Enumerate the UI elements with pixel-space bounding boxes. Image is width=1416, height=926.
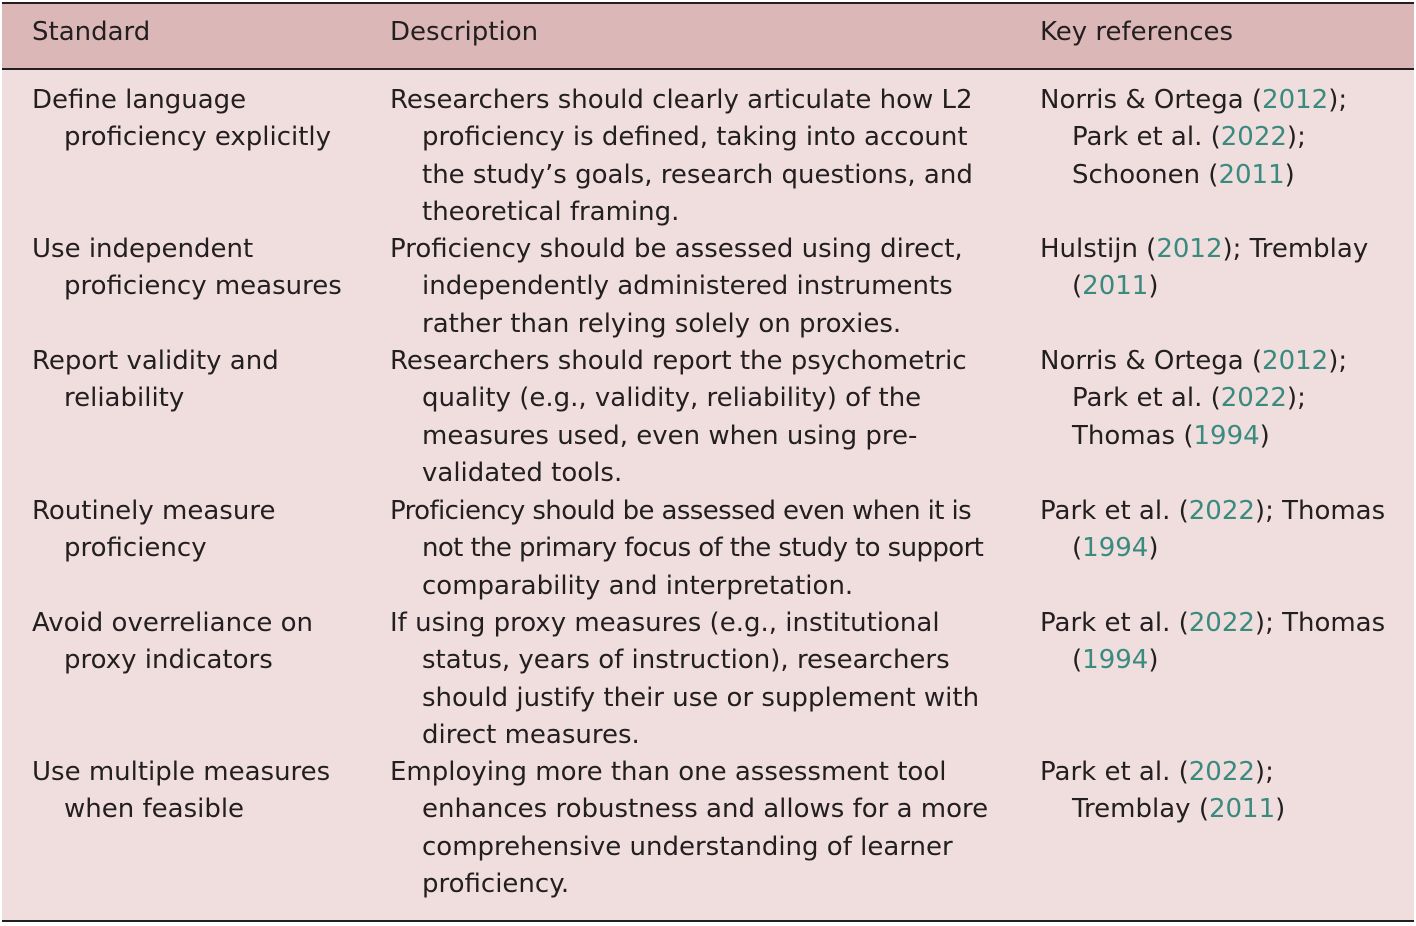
citation-year-link[interactable]: 2022 <box>1188 496 1255 526</box>
description-line: rather than relying solely on proxies. <box>422 308 902 339</box>
references-cell <box>1040 82 1347 194</box>
reference-text: ) <box>1148 645 1159 676</box>
table-bottom-rule <box>2 920 1414 922</box>
standard-line: proficiency <box>64 533 207 564</box>
description-line: comparability and interpretation. <box>422 570 854 601</box>
citation-year-link[interactable]: 1994 <box>1082 645 1149 676</box>
reference-text: ); <box>1328 346 1348 376</box>
description-cell <box>390 605 979 754</box>
standard-cell <box>32 231 342 306</box>
description-line: comprehensive understanding of learner <box>422 831 953 862</box>
references-cell <box>1040 493 1385 568</box>
reference-text: ); <box>1286 122 1306 153</box>
reference-text: Tremblay ( <box>1072 794 1209 825</box>
citation-year-link[interactable]: 1994 <box>1193 420 1260 451</box>
reference-line <box>1040 157 1347 194</box>
reference-line <box>1040 119 1347 156</box>
citation-year-link[interactable]: 2012 <box>1156 234 1223 264</box>
reference-text: Park et al. ( <box>1040 757 1189 787</box>
description-line: direct measures. <box>422 719 640 750</box>
reference-text: Thomas ( <box>1072 420 1194 451</box>
description-cell <box>390 82 973 231</box>
description-cell <box>390 754 988 903</box>
reference-line <box>1040 82 1347 119</box>
reference-text: ) <box>1148 533 1159 564</box>
reference-line <box>1040 268 1368 305</box>
reference-text: ); Tremblay <box>1222 234 1369 264</box>
citation-year-link[interactable]: 2011 <box>1208 794 1276 825</box>
reference-text: Norris & Ortega ( <box>1040 85 1263 115</box>
table-header-row <box>2 4 1414 68</box>
description-line: should justify their use or supplement with <box>422 682 980 713</box>
reference-line <box>1040 791 1285 828</box>
description-line: independently administered instruments <box>422 271 953 302</box>
reference-text: Hulstijn ( <box>1040 234 1157 264</box>
reference-text: ( <box>1072 271 1083 302</box>
citation-year-link[interactable]: 2022 <box>1188 757 1255 787</box>
reference-text: ( <box>1072 533 1083 564</box>
reference-line <box>1040 380 1347 417</box>
standard-line: proficiency explicitly <box>64 122 332 153</box>
standard-line: Routinely measure <box>32 496 276 526</box>
reference-line <box>1040 343 1347 380</box>
description-cell <box>390 493 983 605</box>
reference-text: ); <box>1328 85 1348 115</box>
citation-year-link[interactable]: 2022 <box>1188 608 1255 638</box>
reference-text: ) <box>1148 271 1159 302</box>
description-line: the study’s goals, research questions, and <box>422 159 973 190</box>
reference-line <box>1040 530 1385 567</box>
reference-text: ); Thomas <box>1254 608 1386 638</box>
standard-line: proxy indicators <box>64 645 273 676</box>
standard-line: proficiency measures <box>64 271 342 302</box>
description-line: proficiency. <box>422 868 570 899</box>
standard-line: when feasible <box>64 794 245 825</box>
description-line: enhances robustness and allows for a more <box>422 794 989 825</box>
citation-year-link[interactable]: 2011 <box>1082 271 1149 302</box>
references-cell <box>1040 231 1368 306</box>
reference-text: Park et al. ( <box>1040 496 1189 526</box>
description-line: quality (e.g., validity, reliability) of the <box>422 383 922 414</box>
reference-text: Schoonen ( <box>1072 159 1219 190</box>
citation-year-link[interactable]: 2012 <box>1262 346 1329 376</box>
description-line: Employing more than one assessment tool <box>390 757 947 787</box>
header-standard: Standard <box>32 17 151 47</box>
description-line: If using proxy measures (e.g., institutional <box>390 608 940 638</box>
description-line: proficiency is defined, taking into account <box>422 122 968 153</box>
reference-text: Park et al. ( <box>1072 122 1221 153</box>
header-description: Description <box>390 17 539 47</box>
citation-year-link[interactable]: 2022 <box>1220 383 1287 414</box>
description-line: Proficiency should be assessed using direct, <box>390 234 963 264</box>
reference-text: ); <box>1254 757 1274 787</box>
description-line: measures used, even when using pre- <box>422 420 918 451</box>
description-line: not the primary focus of the study to support <box>422 533 984 564</box>
reference-text: ); Thomas <box>1254 496 1386 526</box>
reference-line <box>1040 418 1347 455</box>
standard-line: Use multiple measures <box>32 757 331 787</box>
standard-line: Avoid overreliance on <box>32 608 313 638</box>
reference-line <box>1040 231 1368 268</box>
description-line: validated tools. <box>422 457 623 488</box>
description-line: Proficiency should be assessed even when it is <box>390 496 972 526</box>
standard-cell <box>32 343 279 418</box>
reference-text: ) <box>1259 420 1270 451</box>
description-line: theoretical framing. <box>422 196 680 227</box>
citation-year-link[interactable]: 1994 <box>1082 533 1149 564</box>
description-cell <box>390 231 963 343</box>
standards-table <box>2 2 1414 922</box>
reference-text: Park et al. ( <box>1072 383 1221 414</box>
citation-year-link[interactable]: 2022 <box>1220 122 1287 153</box>
description-line: Researchers should report the psychometric <box>390 346 967 376</box>
reference-text: ); <box>1286 383 1306 414</box>
references-cell <box>1040 605 1385 680</box>
reference-text: ( <box>1072 645 1083 676</box>
standard-cell <box>32 493 275 568</box>
reference-text: Norris & Ortega ( <box>1040 346 1263 376</box>
header-rule <box>2 68 1414 70</box>
description-line: status, years of instruction), researchers <box>422 645 950 676</box>
standard-line: Report validity and <box>32 346 279 376</box>
reference-line <box>1040 754 1285 791</box>
reference-line <box>1040 642 1385 679</box>
description-cell <box>390 343 967 492</box>
reference-text: ) <box>1275 794 1286 825</box>
description-line: Researchers should clearly articulate how L2 <box>390 85 973 115</box>
standard-cell <box>32 82 331 157</box>
reference-line <box>1040 605 1385 642</box>
references-cell <box>1040 343 1347 455</box>
citation-year-link[interactable]: 2012 <box>1262 85 1329 115</box>
references-cell <box>1040 754 1285 829</box>
reference-text: Park et al. ( <box>1040 608 1189 638</box>
reference-text: ) <box>1284 159 1295 190</box>
standard-cell <box>32 754 330 829</box>
header-key-references: Key references <box>1040 17 1234 47</box>
standard-line: Define language <box>32 85 247 115</box>
reference-line <box>1040 493 1385 530</box>
standard-line: Use independent <box>32 234 254 264</box>
standard-cell <box>32 605 313 680</box>
citation-year-link[interactable]: 2011 <box>1218 159 1285 190</box>
standard-line: reliability <box>64 383 185 414</box>
